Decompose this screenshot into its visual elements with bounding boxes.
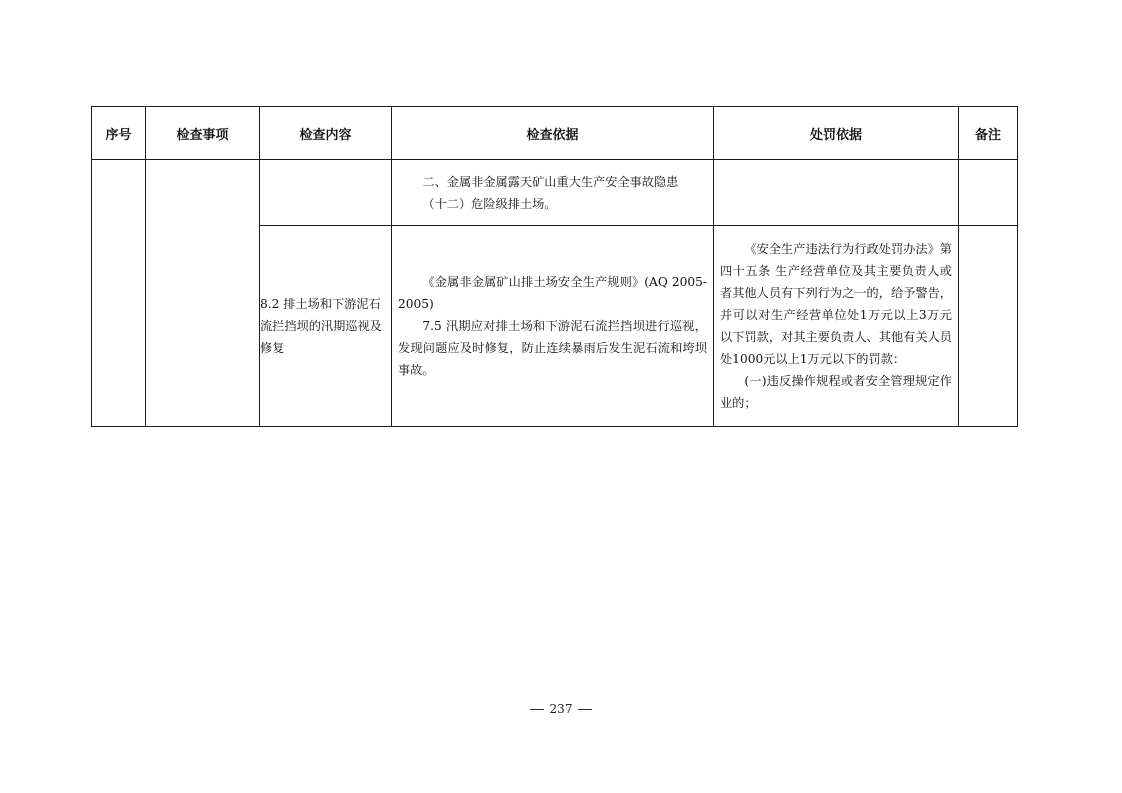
header-penalty-basis: 处罚依据 <box>714 107 959 160</box>
footer-dash-right <box>578 709 592 710</box>
basis-paragraph: （十二）危险级排土场。 <box>422 196 557 211</box>
penalty-cell <box>714 226 959 427</box>
header-remarks: 备注 <box>959 107 1018 160</box>
page-number: 237 <box>549 702 573 716</box>
header-inspection-item: 检查事项 <box>146 107 260 160</box>
penalty-paragraph: 《安全生产违法行为行政处罚办法》第四十五条 生产经营单位及其主要负责人或者其他人员有下列行为之一的，给予警告，并可以对生产经营单位处1万元以上3万元以下罚款，对其主要负责人、其他有关人员处1000元以上1万元以下的罚款： <box>720 242 952 366</box>
basis-paragraph: 《金属非金属矿山排土场安全生产规则》(AQ 2005-2005) <box>398 275 707 311</box>
content-cell <box>260 226 392 427</box>
inspection-item-cell <box>146 160 260 427</box>
inspection-table <box>91 106 1018 427</box>
remarks-cell <box>959 160 1018 226</box>
basis-paragraph: 二、金属非金属露天矿山重大生产安全事故隐患 <box>422 174 679 189</box>
penalty-cell <box>714 160 959 226</box>
remarks-cell <box>959 226 1018 427</box>
content-text: 8.2 排土场和下游泥石流拦挡坝的汛期巡视及修复 <box>260 297 382 355</box>
header-serial: 序号 <box>92 107 146 160</box>
table-row <box>92 160 1018 226</box>
basis-cell <box>392 226 714 427</box>
penalty-paragraph: (一)违反操作规程或者安全管理规定作业的； <box>720 374 952 410</box>
header-inspection-basis: 检查依据 <box>392 107 714 160</box>
serial-cell <box>92 160 146 427</box>
content-cell <box>260 160 392 226</box>
page-footer <box>0 702 1122 716</box>
footer-dash-left <box>530 709 544 710</box>
header-inspection-content: 检查内容 <box>260 107 392 160</box>
basis-cell <box>392 160 714 226</box>
basis-paragraph: 7.5 汛期应对排土场和下游泥石流拦挡坝进行巡视，发现问题应及时修复，防止连续暴雨后发生泥石流和垮坝事故。 <box>398 319 707 377</box>
table-header-row <box>92 107 1018 160</box>
